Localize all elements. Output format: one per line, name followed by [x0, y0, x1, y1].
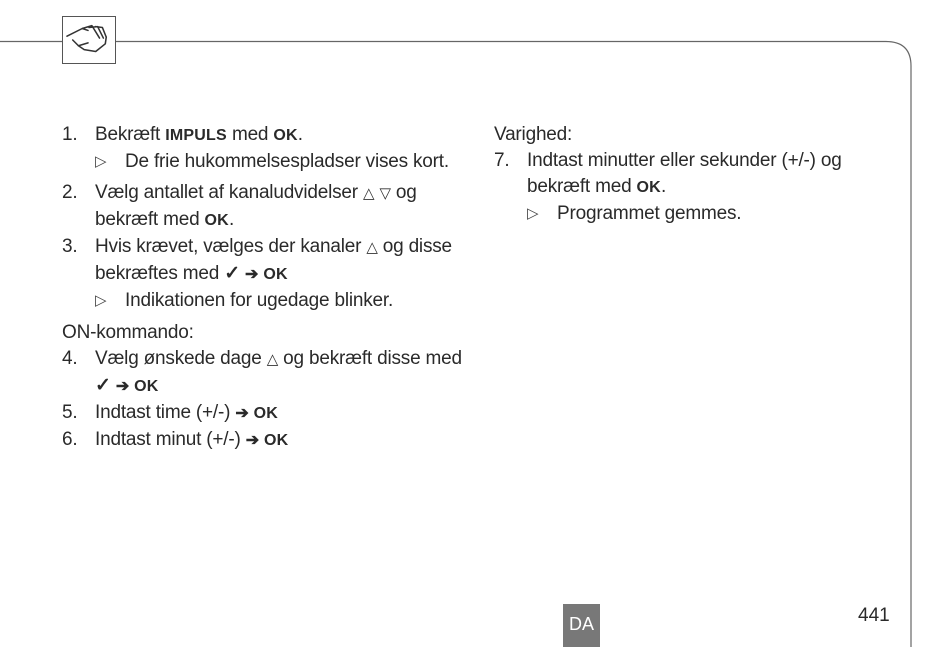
ok-key-label: OK: [253, 405, 279, 422]
step-7-result: [494, 201, 874, 227]
step-number: 5.: [62, 402, 78, 423]
hand-icon-box: [62, 16, 116, 64]
right-column: [494, 122, 874, 227]
step-number: 4.: [62, 348, 78, 369]
step-text: Indtast minut (+/-): [95, 429, 241, 450]
result-triangle-icon: ▷: [95, 292, 107, 309]
language-badge: DA: [563, 604, 600, 647]
ok-key-label: OK: [636, 179, 661, 196]
up-triangle-icon: △: [366, 239, 378, 256]
step-3: [62, 234, 472, 288]
step-text: og bekræft disse med: [278, 348, 462, 369]
ok-key-label: OK: [204, 212, 229, 229]
step-text: Vælg ønskede dage: [95, 348, 262, 369]
step-text: med: [226, 124, 274, 145]
step-number: 2.: [62, 182, 78, 203]
hand-icon: [63, 17, 115, 63]
step-number: 6.: [62, 429, 78, 450]
up-triangle-icon: △: [266, 351, 279, 368]
impuls-key-label: IMPULS: [165, 127, 227, 144]
step-text: bekræftes med: [95, 263, 225, 284]
step-text: og disse: [377, 236, 452, 257]
step-text: Indtast minutter eller sekunder (+/-) og: [527, 150, 842, 171]
ok-key-label: OK: [273, 127, 298, 144]
checkmark-icon: ✓: [224, 263, 240, 284]
step-text: .: [228, 209, 235, 230]
step-number: 1.: [62, 124, 78, 145]
step-text: og: [390, 182, 417, 203]
step-1-result: [62, 149, 472, 175]
step-6: [62, 427, 472, 454]
step-text: Hvis krævet, vælges der kanaler: [95, 236, 362, 257]
step-text: bekræft med: [527, 176, 637, 197]
ok-key-label: OK: [134, 378, 159, 395]
step-text: Bekræft: [95, 124, 166, 145]
duration-heading: Varighed:: [494, 124, 573, 145]
right-arrow-icon: ➔: [245, 432, 259, 449]
step-text: bekræft med: [95, 209, 205, 230]
step-7: [494, 148, 874, 201]
step-1: [62, 122, 472, 149]
step-2: [62, 180, 472, 234]
step-5: [62, 400, 472, 427]
up-triangle-icon: △: [363, 185, 375, 202]
step-text: Indtast time (+/-): [95, 402, 231, 423]
step-number: 3.: [62, 236, 78, 257]
result-text: De frie hukommelsespladser vises kort.: [125, 151, 449, 172]
result-triangle-icon: ▷: [95, 153, 107, 170]
right-arrow-icon: ➔: [235, 405, 249, 422]
left-column: [62, 122, 472, 454]
result-triangle-icon: ▷: [527, 205, 539, 222]
ok-key-label: OK: [264, 432, 289, 449]
step-4: [62, 346, 472, 400]
right-arrow-icon: ➔: [245, 266, 259, 283]
step-text: .: [660, 176, 667, 197]
page-number: 441: [858, 605, 890, 626]
step-number: 7.: [494, 150, 510, 171]
on-command-heading: ON-kommando:: [62, 322, 194, 343]
result-text: Programmet gemmes.: [557, 203, 742, 224]
right-arrow-icon: ➔: [115, 378, 130, 395]
step-3-result: [62, 288, 472, 314]
result-text: Indikationen for ugedage blinker.: [125, 290, 394, 311]
step-text: Vælg antallet af kanaludvidelser: [95, 182, 358, 203]
step-text: .: [297, 124, 303, 145]
ok-key-label: OK: [263, 266, 288, 283]
checkmark-icon: ✓: [95, 375, 111, 396]
down-triangle-icon: ▽: [379, 185, 391, 202]
